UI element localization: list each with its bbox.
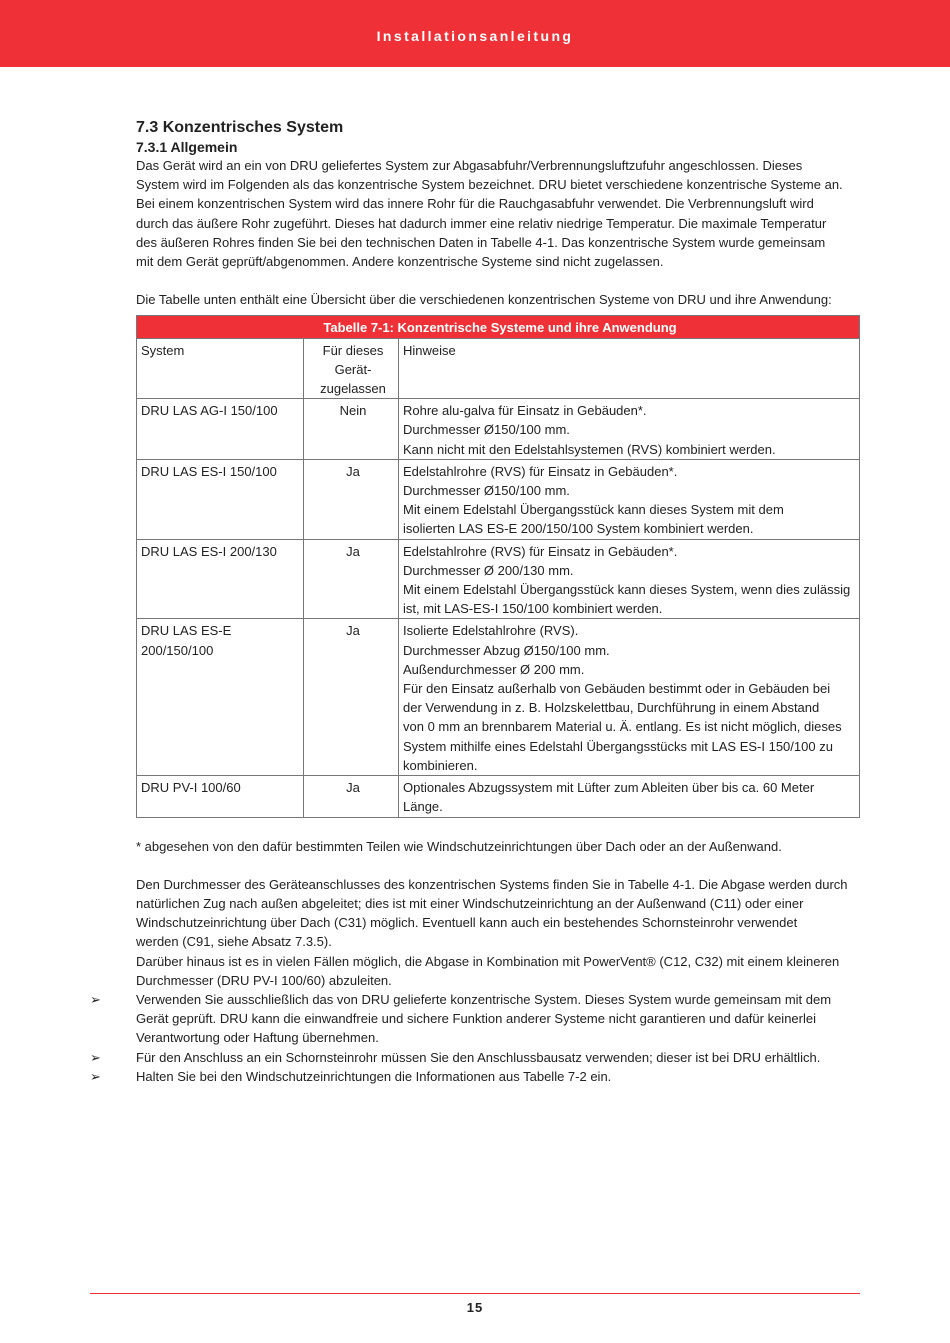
intro-paragraph bbox=[136, 156, 860, 271]
paragraph-line: Den Durchmesser des Geräteanschlusses des konzentrischen Systems finden Sie in Tabelle 4-1. Die Abgase werden durch bbox=[136, 876, 848, 892]
arrow-bullet-icon: ➢ bbox=[90, 1049, 101, 1065]
row-system: DRU LAS ES-I 150/100 bbox=[137, 459, 304, 539]
header-notes: Hinweise bbox=[399, 338, 860, 399]
bullet-line: Halten Sie bei den Windschutzeinrichtungen die Informationen aus Tabelle 7-2 ein. bbox=[136, 1068, 612, 1084]
diameter-paragraph bbox=[136, 875, 860, 990]
header-approved: Für dieses Gerät- zugelassen bbox=[304, 338, 399, 399]
row-notes: Rohre alu-galva für Einsatz in Gebäuden*. Durchmesser Ø150/100 mm. Kann nicht mit den Edelstahlsystemen (RVS) kombiniert werden. bbox=[399, 399, 860, 460]
page-number: 15 bbox=[466, 1300, 484, 1315]
row-notes: Optionales Abzugssystem mit Lüfter zum Ableiten über bis ca. 60 Meter Länge. bbox=[399, 776, 860, 817]
intro-line: Bei einem konzentrischen System wird das innere Rohr für die Rauchgasabfuhr verwendet. Die Verbrennungsluft wird bbox=[136, 196, 814, 212]
paragraph-line: werden (C91, siehe Absatz 7.3.5). bbox=[136, 934, 332, 950]
row-approved: Nein bbox=[304, 399, 399, 460]
row-notes: Edelstahlrohre (RVS) für Einsatz in Gebäuden*. Durchmesser Ø150/100 mm. Mit einem Edelstahl Übergangsstück kann dieses System mit dem isolierten LAS ES-E 200/150/100 System kombiniert werden. bbox=[399, 459, 860, 539]
intro-line: System wird im Folgenden als das konzentrische System bezeichnet. DRU bietet verschiedene konzentrische Systeme an. bbox=[136, 177, 843, 193]
bullet-line: Verwenden Sie ausschließlich das von DRU gelieferte konzentrische System. Dieses System wurde gemeinsam mit dem bbox=[136, 991, 832, 1007]
row-approved: Ja bbox=[304, 619, 399, 776]
page-content bbox=[90, 118, 860, 1086]
arrow-bullet-icon: ➢ bbox=[90, 1068, 101, 1084]
row-approved: Ja bbox=[304, 776, 399, 817]
bullet-item bbox=[90, 1067, 860, 1086]
systems-table bbox=[136, 315, 860, 817]
bullet-line: Gerät geprüft. DRU kann die einwandfreie und sichere Funktion anderer Systeme nicht garantieren und dafür keinerlei bbox=[136, 1011, 816, 1027]
row-approved: Ja bbox=[304, 459, 399, 539]
footnote: * abgesehen von den dafür bestimmten Teilen wie Windschutzeinrichtungen über Dach oder an der Außenwand. bbox=[136, 838, 782, 854]
arrow-bullet-icon: ➢ bbox=[90, 991, 101, 1007]
table-row bbox=[137, 539, 860, 619]
row-system: DRU LAS ES-E 200/150/100 bbox=[137, 619, 304, 776]
intro-line: mit dem Gerät geprüft/abgenommen. Andere konzentrische Systeme sind nicht zugelassen. bbox=[136, 254, 664, 270]
table-row bbox=[137, 619, 860, 776]
paragraph-line: Durchmesser (DRU PV-I 100/60) abzuleiten. bbox=[136, 972, 392, 988]
intro-line: Das Gerät wird an ein von DRU geliefertes System zur Abgasabfuhr/Verbrennungsluftzufuhr angeschlossen. Dieses bbox=[136, 158, 803, 173]
table-caption: Tabelle 7-1: Konzentrische Systeme und ihre Anwendung bbox=[137, 316, 860, 338]
table-row bbox=[137, 776, 860, 817]
bullet-line: Für den Anschluss an ein Schornsteinrohr müssen Sie den Anschlussbausatz verwenden; dieser ist bei DRU erhältlich. bbox=[136, 1049, 821, 1065]
section-title: 7.3 Konzentrisches System bbox=[136, 119, 344, 136]
bullet-item bbox=[90, 1048, 860, 1067]
row-system: DRU PV-I 100/60 bbox=[137, 776, 304, 817]
bullet-line: Verantwortung oder Haftung übernehmen. bbox=[136, 1030, 379, 1046]
row-notes: Isolierte Edelstahlrohre (RVS). Durchmesser Abzug Ø150/100 mm. Außendurchmesser Ø 200 mm. Für den Einsatz außerhalb von Gebäuden bestimmt oder in Gebäuden bei der Verwendung in z. B. Holzskelettbau, Durchführung in einem Abstand von 0 mm an brennbarem Material u. Ä. entlang. Es ist nicht möglich, dieses System mithilfe eines Edelstahl Übergangsstücks mit LAS ES-I 150/100 zu kombinieren. bbox=[399, 619, 860, 776]
row-system: DRU LAS ES-I 200/130 bbox=[137, 539, 304, 619]
header-system: System bbox=[137, 338, 304, 399]
intro-line: durch das äußere Rohr zugeführt. Dieses hat dadurch immer eine relativ niedrige Temperatur. Die maximale Temperatur bbox=[136, 215, 827, 231]
table-intro: Die Tabelle unten enthält eine Übersicht über die verschiedenen konzentrischen Systeme von DRU und ihre Anwendung: bbox=[136, 292, 832, 308]
table-row bbox=[137, 399, 860, 460]
row-system: DRU LAS AG-I 150/100 bbox=[137, 399, 304, 460]
bullet-list bbox=[90, 990, 860, 1086]
bullet-item bbox=[90, 990, 860, 1048]
subsection-title: 7.3.1 Allgemein bbox=[136, 139, 238, 155]
footer-divider bbox=[90, 1293, 860, 1294]
paragraph-line: Windschutzeinrichtung über Dach (C31) möglich. Eventuell kann auch ein bestehendes Schornsteinrohr verwendet bbox=[136, 915, 798, 931]
table-row bbox=[137, 459, 860, 539]
table-header-row bbox=[137, 338, 860, 399]
paragraph-line: Darüber hinaus ist es in vielen Fällen möglich, die Abgase in Kombination mit PowerVent® (C12, C32) mit einem kleineren bbox=[136, 953, 840, 969]
paragraph-line: natürlichen Zug nach außen abgeleitet; dies ist mit einer Windschutzeinrichtung an der Außenwand (C11) oder einer bbox=[136, 895, 804, 911]
intro-line: des äußeren Rohres finden Sie bei den technischen Daten in Tabelle 4-1. Das konzentrische System wurde gemeinsam bbox=[136, 234, 826, 250]
row-approved: Ja bbox=[304, 539, 399, 619]
page-header bbox=[0, 0, 950, 67]
header-title: Installationsanleitung bbox=[376, 28, 574, 44]
row-notes: Edelstahlrohre (RVS) für Einsatz in Gebäuden*. Durchmesser Ø 200/130 mm. Mit einem Edelstahl Übergangsstück kann dieses System, wenn dies zulässig ist, mit LAS-ES-I 150/100 kombiniert werden. bbox=[399, 539, 860, 619]
